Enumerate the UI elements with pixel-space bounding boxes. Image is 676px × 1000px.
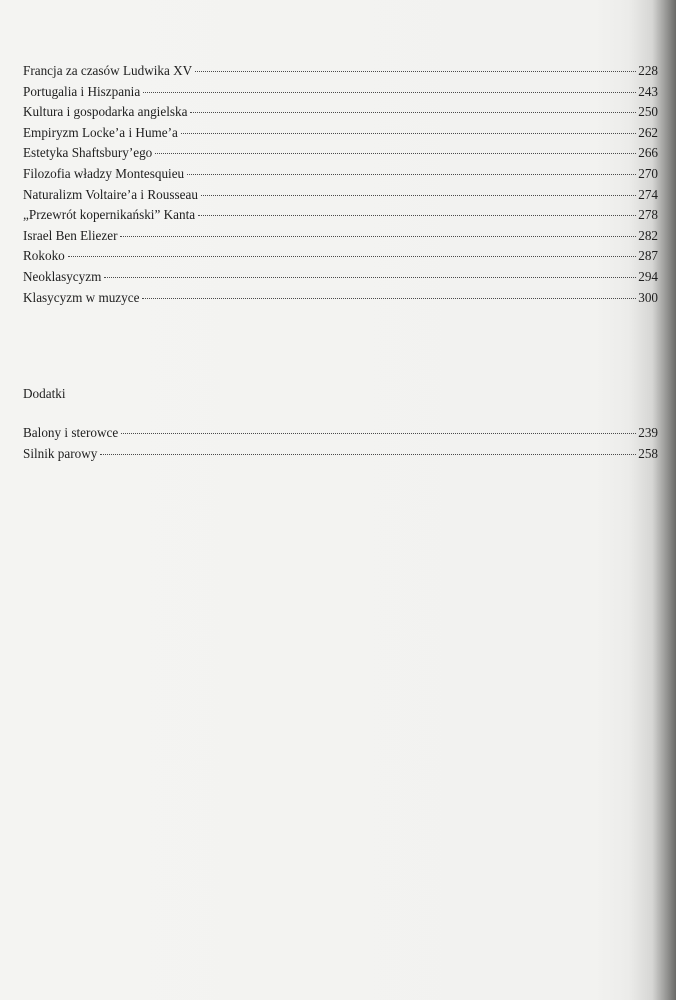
toc-entry bbox=[23, 248, 658, 269]
dot-leader bbox=[104, 277, 636, 278]
appendix-contents bbox=[23, 425, 658, 466]
toc-entry bbox=[23, 446, 658, 467]
toc-entry-page: 282 bbox=[638, 227, 658, 243]
dot-leader bbox=[201, 195, 636, 196]
appendix-heading: Dodatki bbox=[23, 386, 66, 401]
dot-leader bbox=[190, 112, 636, 113]
toc-entry-page: 228 bbox=[638, 63, 658, 78]
toc-entry bbox=[23, 187, 658, 208]
toc-entry-title: Silnik parowy bbox=[23, 445, 98, 461]
toc-entry bbox=[23, 125, 658, 146]
toc-entry-title: Naturalizm Voltaire’a i Rousseau bbox=[23, 186, 198, 202]
toc-entry-title: Balony i sterowce bbox=[23, 425, 119, 440]
dot-leader bbox=[68, 256, 636, 257]
toc-entry-title: Israel Ben Eliezer bbox=[23, 227, 118, 243]
dot-leader bbox=[198, 215, 636, 216]
toc-entry bbox=[23, 84, 658, 105]
table-of-contents bbox=[23, 63, 658, 310]
toc-entry-page: 270 bbox=[638, 165, 658, 181]
toc-entry-page: 274 bbox=[638, 186, 658, 202]
toc-entry-title: Filozofia władzy Montesquieu bbox=[23, 165, 185, 181]
toc-entry-title: Estetyka Shaftsbury’ego bbox=[23, 145, 153, 161]
toc-entry-page: 262 bbox=[638, 124, 658, 140]
toc-entry-page: 258 bbox=[638, 445, 658, 461]
dot-leader bbox=[187, 174, 636, 175]
toc-entry-title: Rokoko bbox=[23, 248, 65, 264]
toc-entry bbox=[23, 207, 658, 228]
toc-entry bbox=[23, 166, 658, 187]
toc-entry-title: Francja za czasów Ludwika XV bbox=[23, 63, 193, 78]
toc-entry-title: „Przewrót kopernikański” Kanta bbox=[23, 207, 196, 223]
toc-entry-page: 239 bbox=[638, 425, 658, 440]
dot-leader bbox=[100, 454, 636, 455]
dot-leader bbox=[155, 153, 636, 154]
dot-leader bbox=[121, 433, 636, 434]
toc-entry-title: Neoklasycyzm bbox=[23, 268, 102, 284]
dot-leader bbox=[181, 133, 636, 134]
dot-leader bbox=[143, 92, 636, 93]
toc-entry bbox=[23, 63, 658, 84]
dot-leader bbox=[142, 298, 636, 299]
toc-entry-page: 266 bbox=[638, 145, 658, 161]
toc-entry-page: 243 bbox=[638, 83, 658, 99]
toc-entry-page: 278 bbox=[638, 207, 658, 223]
toc-entry bbox=[23, 104, 658, 125]
toc-entry-page: 250 bbox=[638, 104, 658, 120]
toc-entry bbox=[23, 290, 658, 311]
toc-entry bbox=[23, 269, 658, 290]
toc-entry-title: Portugalia i Hiszpania bbox=[23, 83, 141, 99]
toc-entry bbox=[23, 145, 658, 166]
toc-entry-page: 294 bbox=[638, 268, 658, 284]
dot-leader bbox=[120, 236, 636, 237]
toc-entry-page: 300 bbox=[638, 289, 658, 305]
toc-entry bbox=[23, 228, 658, 249]
toc-entry-title: Empiryzm Locke’a i Hume’a bbox=[23, 124, 178, 140]
dot-leader bbox=[195, 71, 636, 72]
toc-entry bbox=[23, 425, 658, 446]
toc-entry-title: Klasycyzm w muzyce bbox=[23, 289, 140, 305]
toc-entry-page: 287 bbox=[638, 248, 658, 264]
toc-entry-title: Kultura i gospodarka angielska bbox=[23, 104, 188, 120]
